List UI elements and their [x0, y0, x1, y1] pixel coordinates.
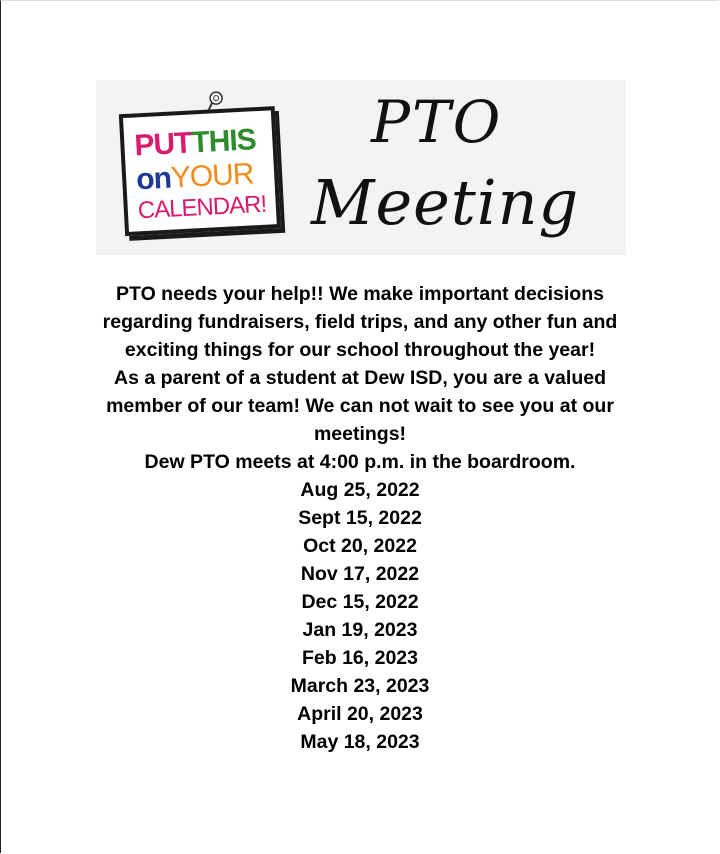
badge-word-on: on: [135, 161, 172, 197]
meeting-location-paragraph: Dew PTO meets at 4:00 p.m. in the boardroom.: [144, 451, 576, 473]
banner-title-line-2: Meeting: [311, 166, 580, 239]
meeting-date: Nov 17, 2022: [300, 563, 420, 585]
badge-frame: [119, 106, 281, 236]
meeting-date: Sept 15, 2022: [298, 507, 422, 529]
badge-line-3: [137, 191, 267, 226]
badge-word-this: THIS: [190, 123, 257, 160]
banner-title-line-1: PTO: [371, 88, 503, 156]
parent-paragraph: As a parent of a student at Dew ISD, you are a valued member of our team! We can not wait to see you at our meetings!: [106, 367, 614, 445]
put-this-on-your-calendar-badge: [119, 106, 285, 240]
meeting-date: March 23, 2023: [290, 675, 430, 697]
meeting-date: May 18, 2023: [300, 731, 420, 753]
badge-word-put: PUT: [133, 126, 193, 163]
meeting-date: April 20, 2023: [297, 703, 423, 725]
meeting-date: Feb 16, 2023: [302, 647, 418, 669]
meeting-date: Dec 15, 2022: [301, 591, 419, 613]
flyer-banner: [96, 80, 626, 255]
meeting-date-list: [80, 476, 640, 756]
meeting-date: Jan 19, 2023: [302, 619, 418, 641]
intro-paragraph: PTO needs your help!! We make important decisions regarding fundraisers, field trips, and any other fun and exciting things for our school throughout the year!: [102, 283, 618, 361]
badge-word-your: YOUR: [170, 157, 255, 195]
meeting-date: Oct 20, 2022: [303, 535, 417, 557]
badge-word-calendar: CALENDAR!: [137, 190, 267, 225]
flyer-body: [80, 280, 640, 756]
meeting-date: Aug 25, 2022: [300, 479, 420, 501]
